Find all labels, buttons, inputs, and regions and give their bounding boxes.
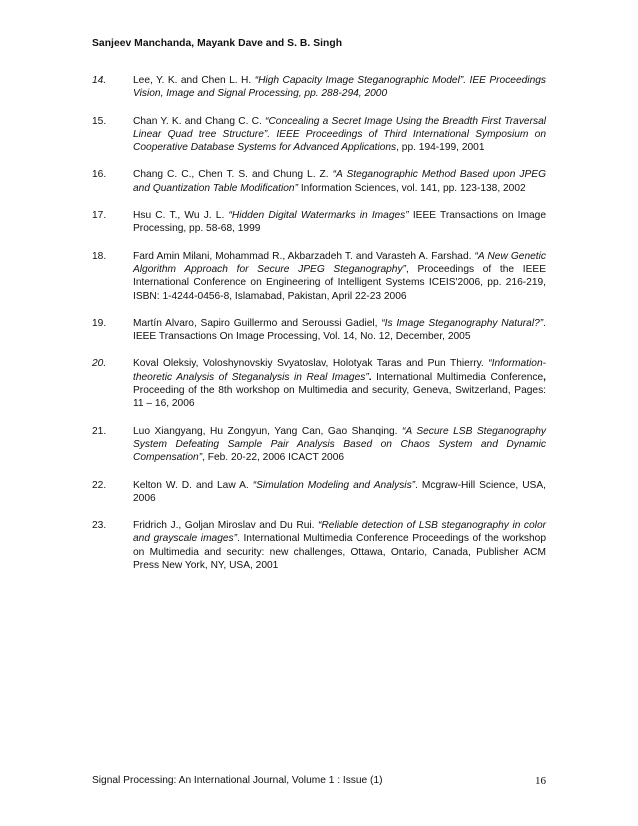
reference-text (133, 168, 546, 195)
reference-list (92, 74, 546, 586)
reference-text-run: , Proceedings of the IEEE International Conference on Engineering of Intelligent Systems ICEIS'2006, pp. 216-219, ISBN: 1-4244-0456-8, Islamabad, Pakistan, April 22-23 2006 (133, 263, 546, 302)
reference-text-run: Luo Xiangyang, Hu Zongyun, Yang Can, Gao Shanqing. (133, 425, 403, 437)
reference-text-run: . International Multimedia Conference Proceedings of the workshop on Multimedia and security: new challenges, Ottawa, Ontario, Canada, Publisher ACM Press New York, NY, USA, 2001 (133, 533, 546, 572)
reference-text (133, 519, 546, 572)
page-number: 16 (535, 775, 546, 787)
reference-text-run: IEEE Transactions on Image Processing, pp. 58-68, 1999 (133, 210, 546, 235)
reference-text-run: . IEEE Transactions On Image Processing, Vol. 14, No. 12, December, 2005 (133, 317, 547, 343)
reference-item (92, 168, 546, 195)
reference-number: 23. (92, 520, 107, 532)
reference-text-run: Chan Y. K. and Chang C. C. (133, 115, 266, 127)
reference-number: 19. (92, 317, 107, 329)
reference-item (92, 209, 546, 236)
reference-text-run: “A New Genetic Algorithm Approach for Secure JPEG Steganography” (133, 250, 546, 275)
reference-number: 20. (92, 358, 107, 370)
reference-item (92, 74, 546, 101)
reference-item (92, 357, 546, 410)
reference-text (133, 250, 546, 303)
reference-text (133, 357, 546, 410)
reference-text (133, 479, 546, 506)
reference-item (92, 519, 546, 572)
reference-item (92, 250, 546, 303)
reference-text-run: Hsu C. T., Wu J. L. (133, 210, 229, 222)
reference-item (92, 479, 546, 506)
reference-text-run: “Information-theoretic Analysis of Steganalysis in Real Images” (133, 358, 546, 383)
reference-text-run: Chang C. C., Chen T. S. and Chung L. Z. (133, 169, 333, 181)
reference-text-run: Fridrich J., Goljan Miroslav and Du Rui. (133, 520, 319, 532)
reference-text-run: “A Secure LSB Steganography System Defeating Sample Pair Analysis Based on Chaos System and Dynamic Compensation” (133, 425, 546, 464)
reference-text-run: “Concealing a Secret Image Using the Breadth First Traversal Linear Quad tree Structure”. IEEE Proceedings of Third International Symposium on Cooperative Database Systems for Advanced Applications (133, 115, 546, 154)
reference-text-run: “Hidden Digital Watermarks in Images” (228, 210, 409, 222)
reference-text-run: Lee, Y. K. and Chen L. H. (133, 75, 255, 86)
reference-text (133, 209, 546, 236)
reference-item (92, 317, 546, 344)
reference-text-run: Information Sciences, vol. 141, pp. 123-138, 2002 (298, 182, 526, 194)
reference-text-run: , (543, 371, 546, 383)
reference-text-run: International Multimedia Conference (371, 371, 544, 383)
page-footer (92, 775, 546, 787)
reference-text-run: “Is Image Steganography Natural?” (381, 317, 544, 329)
reference-text-run: Fard Amin Milani, Mohammad R., Akbarzadeh T. and Varasteh A. Farshad. (133, 250, 475, 262)
reference-text (133, 317, 546, 344)
reference-text-run: . (368, 371, 372, 383)
reference-item (92, 425, 546, 465)
reference-text (133, 74, 546, 101)
reference-number: 18. (92, 250, 107, 262)
reference-text (133, 115, 546, 155)
reference-number: 14. (92, 75, 107, 86)
reference-text-run: , Feb. 20-22, 2006 ICACT 2006 (202, 452, 345, 464)
reference-number: 17. (92, 210, 107, 222)
reference-text-run: “A Steganographic Method Based upon JPEG and Quantization Table Modification” (133, 169, 546, 194)
reference-text-run: . Mcgraw-Hill Science, USA, 2006 (133, 479, 546, 504)
reference-number: 16. (92, 169, 107, 181)
reference-text-run: “Reliable detection of LSB steganography in color and grayscale images” (133, 520, 546, 545)
reference-text-run: , pp. 194-199, 2001 (396, 142, 485, 154)
reference-text-run: “High Capacity Image Steganographic Model”. IEE Proceedings Vision, Image and Signal Processing, pp. 288-294, 2000 (133, 75, 546, 100)
reference-text (133, 425, 546, 465)
reference-text-run: “Simulation Modeling and Analysis” (252, 479, 416, 491)
reference-item (92, 115, 546, 155)
reference-text-run: Proceeding of the 8th workshop on Multimedia and security, Geneva, Switzerland, Pages: 11 – 16, 2006 (133, 385, 546, 410)
reference-number: 15. (92, 115, 107, 127)
running-header: Sanjeev Manchanda, Mayank Dave and S. B. Singh (92, 38, 343, 49)
journal-citation: Signal Processing: An International Journal, Volume 1 : Issue (1) (92, 775, 383, 786)
reference-text-run: Koval Oleksiy, Voloshynovskiy Svyatoslav, Holotyak Taras and Pun Thierry. (133, 358, 489, 370)
reference-number: 21. (92, 425, 107, 437)
reference-number: 22. (92, 479, 107, 491)
reference-text-run: Martín Alvaro, Sapiro Guillermo and Seroussi Gadiel, (133, 317, 382, 329)
reference-text-run: Kelton W. D. and Law A. (133, 479, 253, 491)
